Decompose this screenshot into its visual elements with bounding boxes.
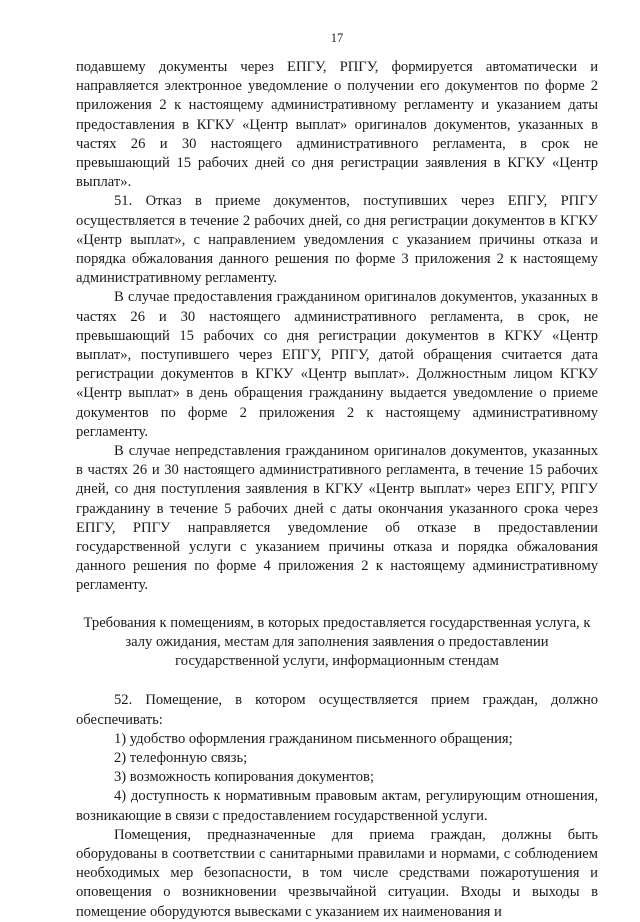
page-number: 17	[330, 31, 344, 45]
list-item-3: 3) возможность копирования документов;	[114, 769, 375, 786]
list-item-1: 1) удобство оформления гражданином письменного обращения;	[114, 730, 513, 747]
paragraph-originals-not-provided: В случае непредставления гражданином оригиналов документов, указанных в частях 26 и 30 настоящего административного регламента, в течение 15 рабочих дней, со дня поступления заявления в КГКУ «Центр выплат» через ЕПГУ, РПГУ гражданину в течение 5 рабочих дней с даты окончания указанного срока через ЕПГУ, РПГУ направляется уведомление об отказе в предоставлении государственной услуги с указанием причины отказа и порядка обжалования данного решения по форме 4 приложения 2 к настоящему административному регламенту.	[76, 443, 598, 594]
paragraph-51: 51. Отказ в приеме документов, поступивших через ЕПГУ, РПГУ осуществляется в течение 2 рабочих дней, со дня регистрации документов в КГКУ «Центр выплат», с направлением уведомления с указанием причины отказа и порядка обжалования данного решения по форме 3 приложения 2 к настоящему административному регламенту.	[76, 193, 598, 287]
paragraph-continuation: подавшему документы через ЕПГУ, РПГУ, формируется автоматически и направляется электронное уведомление о получении его документов по форме 2 приложения 2 к настоящему административному регламенту и указанием даты предоставления в КГКУ «Центр выплат» оригиналов документов, указанных в частях 26 и 30 настоящего административного регламента, в срок не превышающий 15 рабочих дней со дня регистрации заявления в КГКУ «Центр выплат».	[76, 59, 598, 191]
list-item-2: 2) телефонную связь;	[114, 749, 248, 766]
paragraph-originals-provided: В случае предоставления гражданином оригиналов документов, указанных в частях 26 и 30 настоящего административного регламента, в срок, не превышающий 15 рабочих со дня регистрации документов в КГКУ «Центр выплат», поступившего через ЕПГУ, РПГУ, датой обращения считается дата регистрации документов в КГКУ «Центр выплат». Должностным лицом КГКУ «Центр выплат» в день обращения гражданину выдается уведомление о приеме документов по форме 2 приложения 2 к настоящему административному регламенту.	[76, 289, 598, 440]
paragraph-52: 52. Помещение, в котором осуществляется прием граждан, должно обеспечивать:	[76, 692, 598, 728]
paragraph-premises: Помещения, предназначенные для приема граждан, должны быть оборудованы в соответствии с санитарными правилами и нормами, с соблюдением необходимых мер безопасности, в том числе средствами пожаротушения и оповещения о возникновении чрезвычайной ситуации. Входы и выходы в помещение оборудуются вывесками с указанием их наименования и	[76, 826, 598, 920]
list-item-4: 4) доступность к нормативным правовым актам, регулирующим отношения, возникающие в связи с предоставлением государственной услуги.	[76, 788, 598, 824]
section-title: Требования к помещениям, в которых предоставляется государственная услуга, к залу ожидания, местам для заполнения заявления о предоставлении государственной услуги, информационным стендам	[83, 614, 591, 670]
